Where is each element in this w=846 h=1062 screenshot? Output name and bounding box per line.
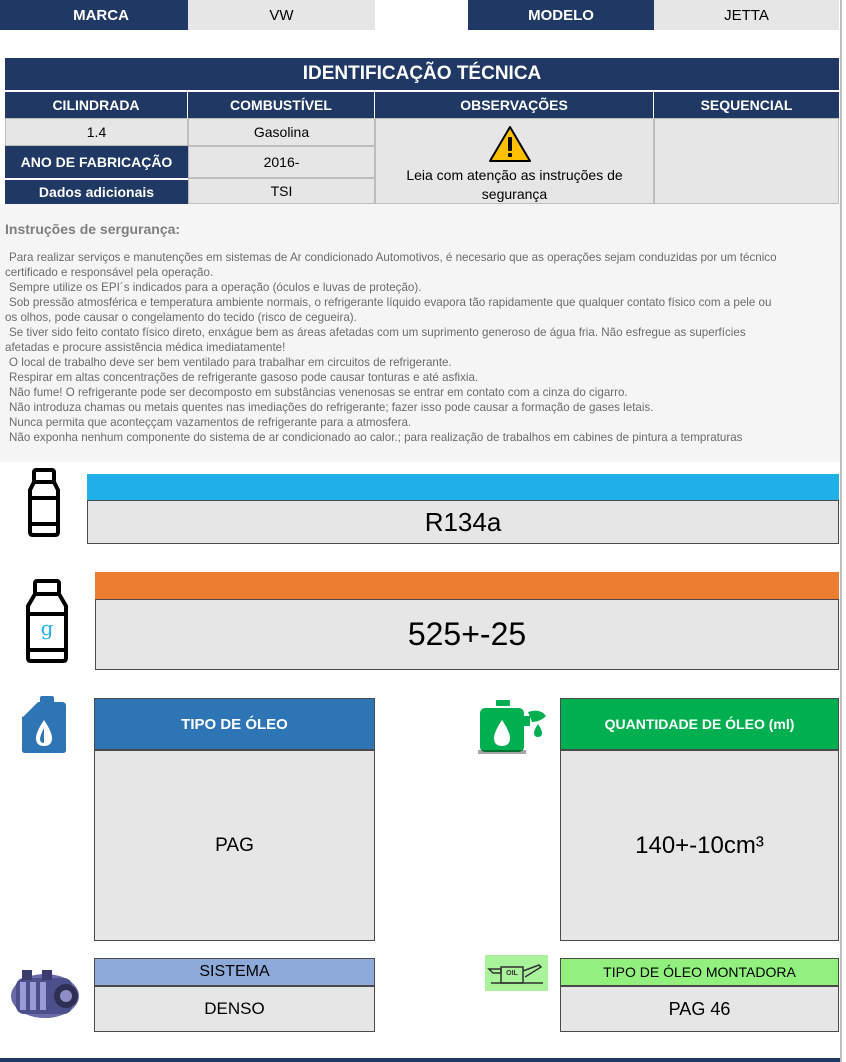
tipo-oleo-montadora-value: PAG 46 [560, 986, 839, 1032]
quantidade-oleo-value: 140+-10cm³ [560, 750, 839, 941]
dados-label: Dados adicionais [5, 178, 188, 204]
refrigerant-value: R134a [87, 500, 839, 544]
oil-jerrycan-icon [20, 696, 68, 754]
col-sequencial: SEQUENCIAL [654, 92, 839, 118]
instruction-line: Sob pressão atmosférica e temperatura ambiente normais, o refrigerante líquido evapora tão rapidamente que qualquer contato físico com a pele ou [9, 296, 772, 309]
observacoes-cell [375, 118, 654, 204]
instruction-line: certificado e responsável pela operação. [5, 266, 214, 279]
ac-compressor-icon [8, 966, 82, 1022]
oil-drip-can-icon [476, 700, 548, 756]
instructions-title: Instruções de sergurança: [5, 221, 181, 237]
gram-bottle-icon [22, 578, 72, 664]
left-edge-strip [0, 0, 14, 30]
sistema-header: SISTEMA [94, 958, 375, 986]
modelo-value: JETTA [654, 0, 839, 30]
oil-can-icon [485, 955, 548, 991]
dados-value: TSI [188, 178, 375, 204]
modelo-label: MODELO [468, 0, 654, 30]
instruction-line: Para realizar serviços e manutenções em sistemas de Ar condicionado Automotivos, é necesario que as operações sejam conduzidas por um técnico [9, 251, 777, 264]
charge-value: 525+-25 [95, 599, 839, 670]
gram-glyph: g [40, 616, 54, 640]
instruction-line: Sempre utilize os EPI´s indicados para a operação (óculos e luvas de proteção). [9, 281, 422, 294]
marca-label: MARCA [14, 0, 188, 30]
col-observacoes: OBSERVAÇÕES [375, 92, 654, 118]
sequencial-value [654, 118, 839, 204]
ano-label: ANO DE FABRICAÇÃO [5, 146, 188, 178]
right-edge-line [840, 0, 842, 1062]
instruction-line: Nunca permita que aconteççam vazamentos de refrigerante para a atmosfera. [9, 416, 412, 429]
instruction-line: Não fume! O refrigerante pode ser decomposto em substâncias venenosas se entrar em contato com a cinza do cigarro. [9, 386, 628, 399]
instruction-line: Se tiver sido feito contato físico direto, enxágue bem as áreas afetadas com um suprimento generoso de água fria. Não esfregue as superfícies [9, 326, 746, 339]
instructions-list [5, 250, 839, 445]
quantidade-oleo-header: QUANTIDADE DE ÓLEO (ml) [560, 698, 839, 750]
instruction-line: afetadas e procure assistência médica imediatamente! [5, 341, 286, 354]
marca-value: VW [188, 0, 375, 30]
tipo-oleo-header: TIPO DE ÓLEO [94, 698, 375, 750]
oil-can-label: OIL [506, 970, 518, 977]
instruction-line: Não exponha nenhum componente do sistema de ar condicionado ao calor.; para realização de trabalhos em cabines de pintura a tempraturas [9, 431, 743, 444]
observacao-line2: segurança [481, 186, 548, 202]
footer-bar [0, 1058, 840, 1062]
sistema-value: DENSO [94, 986, 375, 1032]
combustivel-value: Gasolina [188, 118, 375, 146]
instruction-line: Não introduza chamas ou metais quentes nas imediações do refrigerante; fazer isso pode causar a formação de gases letais. [9, 401, 654, 414]
tipo-oleo-montadora-header: TIPO DE ÓLEO MONTADORA [560, 958, 839, 986]
bottle-icon [22, 468, 66, 538]
instruction-line: O local de trabalho deve ser bem ventilado para trabalhar em circuitos de refrigerante. [9, 356, 452, 369]
instruction-line: os olhos, pode causar o congelamento do tecido (risco de cegueira). [5, 311, 357, 324]
col-cilindrada: CILINDRADA [5, 92, 188, 118]
refrigerant-bar [87, 474, 839, 500]
cilindrada-value: 1.4 [5, 118, 188, 146]
tipo-oleo-value: PAG [94, 750, 375, 941]
instruction-line: Respirar em altas concentrações de refrigerante gasoso pode causar tonturas e até asfixia. [9, 371, 479, 384]
warning-triangle-icon [488, 125, 532, 163]
ano-value: 2016- [188, 146, 375, 178]
tech-title: IDENTIFICAÇÃO TÉCNICA [5, 58, 839, 90]
col-combustivel: COMBUSTÍVEL [188, 92, 375, 118]
observacao-line1: Leia com atenção as instruções de [406, 167, 623, 183]
charge-bar [95, 572, 839, 599]
